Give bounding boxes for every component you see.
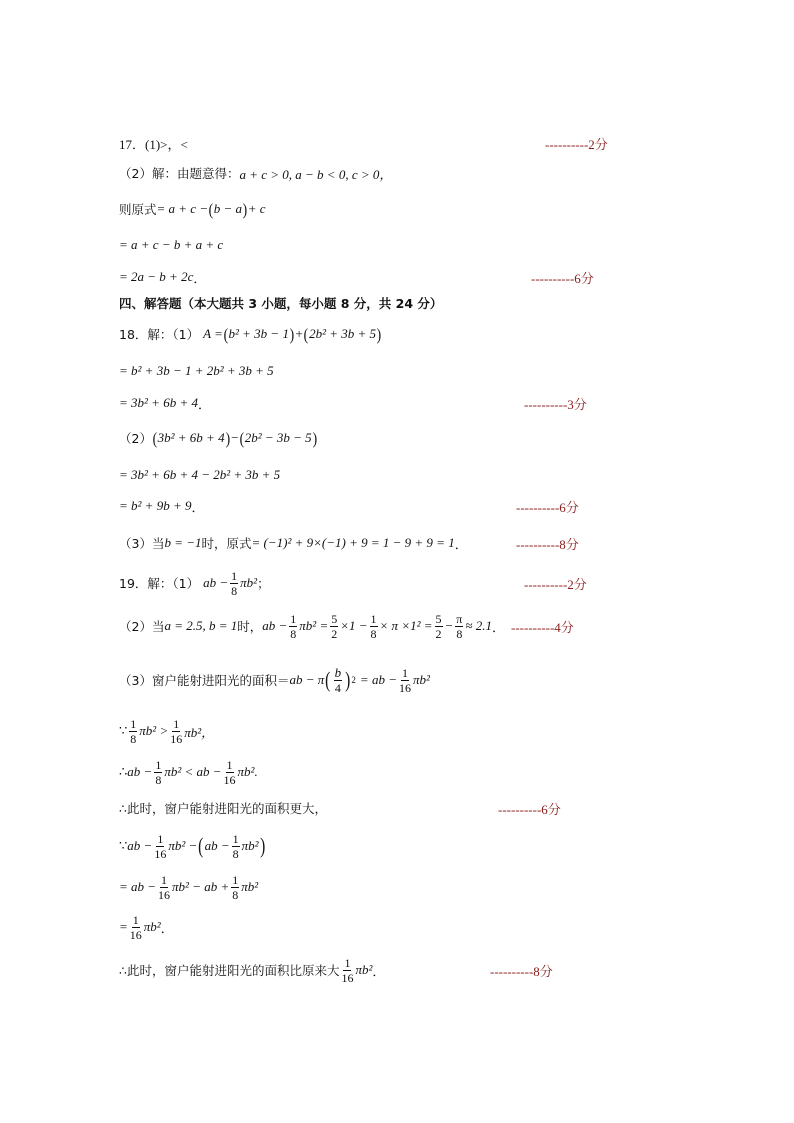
q18-paren-1: b² + 3b − 1 [228,326,289,341]
q18-line-5 [119,464,280,486]
q18-evaluation: = (−1)² + 9×(−1) + 9 = 1 − 9 + 9 = 1 [251,535,455,550]
q19-expr: πb². [237,764,258,779]
because-symbol: ∵ [119,838,128,853]
q18-line-4 [119,427,317,449]
fraction-denominator: 8 [130,731,137,746]
period: ． [191,499,205,515]
fraction-numerator: 1 [157,831,164,846]
q17-result: = 2a − b + 2c [119,269,194,284]
q19-line-2 [119,609,574,643]
fraction [330,613,338,640]
q19-score-3: ----------6分 [498,801,561,817]
right-paren: ) [242,199,248,219]
q19-condition: a = 2.5, b = 1 [164,618,238,633]
fraction-numerator: 1 [161,872,168,887]
q18-part2-label: （2） [119,431,152,446]
fraction [224,759,236,786]
fraction [154,759,162,786]
left-paren: ( [239,428,245,448]
q19-score-4: ----------8分 [490,963,553,979]
q19-score-1: ----------2分 [524,576,587,592]
fraction-denominator: 2 [331,626,338,641]
fraction-denominator: 16 [223,772,236,787]
q19-expr: ab − [127,838,153,853]
q19-when-label: 时， [237,619,263,634]
q19-expr: = ab − [359,672,397,687]
fraction-numerator: 1 [130,716,137,731]
fraction [130,914,142,941]
fraction-denominator: 8 [232,846,239,861]
q17-part2-label: （2）解：由题意得： [119,166,240,181]
q17-line-5 [119,266,206,288]
q17-line-3 [119,198,266,220]
q18-part3-label: （3）当 [119,536,165,551]
q18-line-6 [119,495,204,517]
q18-result-1: = 3b² + 6b + 4 [119,395,198,410]
q19-conclusion-1: ∴此时，窗户能射进阳光的面积更大， [119,801,327,816]
q19-approx: ≈ 2.1 [465,618,492,633]
q19-conclusion-2: ∴此时，窗户能射进阳光的面积比原来大 [119,963,340,978]
q19-expr: = [119,919,128,934]
left-paren: ( [223,324,228,344]
q17-line-1 [119,132,188,154]
q18-paren-3: 3b² + 6b + 4 [157,430,225,445]
fraction [158,874,170,901]
fraction-denominator: 8 [155,772,162,787]
q19-line-10 [119,953,385,987]
fraction-numerator: 1 [173,716,180,731]
q19-line-4 [119,714,214,748]
q19-part3-label: （3）窗户能射进阳光的面积＝ [119,673,290,688]
period: ． [193,270,207,286]
fraction-denominator: 8 [231,583,238,598]
fraction-numerator: 5 [331,611,338,626]
left-paren: ( [325,667,331,692]
q19-expr: × π ×1² = [379,618,433,633]
q19-expr: πb²， [184,724,215,740]
q18-condition: b = −1 [164,535,202,550]
fraction-denominator: 2 [435,626,442,641]
fraction-denominator: 4 [334,681,341,695]
fraction-denominator: 8 [290,626,297,641]
fraction-numerator: π [456,611,463,626]
q17-step-1: = a + c − b + a + c [119,237,224,252]
therefore-symbol: ∴ [119,764,128,779]
fraction-denominator: 8 [232,887,239,902]
semicolon: ； [257,576,270,591]
fraction-numerator: 1 [132,912,139,927]
q19-expr: ab − [127,764,153,779]
fraction-numerator: 1 [232,872,239,887]
left-paren: ( [303,324,309,344]
plus-sign: + [294,326,304,341]
q19-line-6 [119,797,327,819]
fraction [231,874,239,901]
right-paren: ) [225,428,230,448]
q19-expr: ×1 − [340,618,368,633]
q18-line-1 [119,323,382,345]
q19-expr: ab − [262,618,288,633]
q19-line-9 [119,910,174,944]
q17-part1-answer: (1)>，< [145,136,188,152]
q18-score-3: ----------8分 [516,536,579,552]
q19-line-3 [119,660,430,700]
fraction-numerator: 5 [435,611,442,626]
q18-paren-2: 2b² + 3b + 5 [309,326,377,341]
fraction-denominator: 16 [129,927,142,942]
q17-line-4 [119,234,223,256]
minus-sign: − [230,430,240,445]
q19-expr: πb² − ab + [172,879,230,894]
fraction [230,570,238,597]
fraction [341,957,353,984]
fraction [370,613,378,640]
fraction [129,718,137,745]
q17-score-2: ----------6分 [531,270,594,286]
fraction-numerator: 1 [226,757,233,772]
fraction-denominator: 16 [341,970,354,985]
section-title: 四、解答题（本大题共 3 小题，每小题 8 分，共 24 分） [119,296,443,311]
q19-part2-label: （2）当 [119,619,165,634]
fraction-denominator: 16 [398,680,411,695]
fraction-denominator: 16 [158,887,171,902]
q18-line-7 [119,532,468,554]
fraction-numerator: 1 [155,757,162,772]
q19-line-5 [119,755,258,789]
fraction-numerator: b [334,665,342,680]
q18-score-2: ----------6分 [516,499,579,515]
q19-expr: πb² > [139,723,169,738]
q18-step-1: = b² + 3b − 1 + 2b² + 3b + 5 [119,363,274,378]
period: ． [197,396,211,412]
fraction-denominator: 8 [456,626,463,641]
fraction-numerator: 1 [344,955,351,970]
fraction-denominator: 16 [154,846,167,861]
q18-paren-4: 2b² − 3b − 5 [244,430,312,445]
fraction-numerator: 1 [370,611,377,626]
fraction [170,718,182,745]
q19-expr: πb² [241,838,259,853]
q19-expr: πb² = [299,618,329,633]
fraction [232,833,240,860]
q19-expr: ab − π [289,672,325,687]
q17-original-label: 则原式 [119,202,157,217]
right-paren: ) [289,324,295,344]
fraction-numerator: 1 [231,568,238,583]
q17-expr-b: b − a [213,201,243,216]
right-paren: ) [259,833,265,858]
q19-line-8 [119,870,258,904]
q17-line-2 [119,162,392,184]
q17-expr-c: + c [247,201,266,216]
fraction-numerator: 1 [401,665,408,680]
period: ． [372,963,386,979]
because-symbol: ∵ [119,723,128,738]
left-paren: ( [198,833,204,858]
right-paren: ) [312,428,317,448]
period: ． [454,536,468,552]
q17-conditions: a + c > 0, a − b < 0, c > 0， [239,166,393,182]
fraction [455,613,463,640]
q19-expr: ab − [204,838,230,853]
q19-line-7 [119,828,266,864]
q19-expr-b: πb² [240,575,258,590]
left-paren: ( [208,199,214,219]
fraction-denominator: 8 [370,626,377,641]
right-paren: ) [345,667,351,692]
q19-number: 19．解：（1） [119,576,200,591]
fraction-numerator: 1 [232,831,239,846]
q19-expr: πb² [143,919,161,934]
fraction-numerator: 1 [290,611,297,626]
q17-number: 17． [119,136,146,152]
q19-expr: πb² [412,672,430,687]
q19-expr: πb² < ab − [164,764,222,779]
q19-expr: πb² [355,962,373,977]
q19-expr: πb² [241,879,259,894]
right-paren: ) [376,324,382,344]
left-paren: ( [152,428,158,448]
q18-number: 18．解：（1） [119,327,200,342]
exponent: 2 [351,675,356,685]
q18-score-1: ----------3分 [524,396,587,412]
fraction [334,666,343,694]
fraction [435,613,443,640]
q18-line-2 [119,360,274,382]
q19-score-2: ----------4分 [511,619,574,635]
q18-result-2: = b² + 9b + 9 [119,498,192,513]
fraction [399,667,411,694]
q19-expr-a: ab − [203,575,229,590]
period: ． [160,920,174,936]
q18-line-3 [119,392,211,414]
fraction [154,833,166,860]
q18-original-label: 时，原式 [201,536,252,551]
q19-line-1 [119,568,270,598]
q18-step-2: = 3b² + 6b + 4 − 2b² + 3b + 5 [119,467,281,482]
section-heading [119,292,442,314]
q17-expr-a: = a + c − [156,201,209,216]
q19-expr: = ab − [119,879,157,894]
q19-expr: − [444,618,454,633]
period: ． [492,619,506,635]
fraction [289,613,297,640]
q19-expr: πb² − [168,838,198,853]
fraction-denominator: 16 [170,731,183,746]
q18-expr-a: A = [203,326,223,341]
q17-score-1: ----------2分 [545,136,608,152]
